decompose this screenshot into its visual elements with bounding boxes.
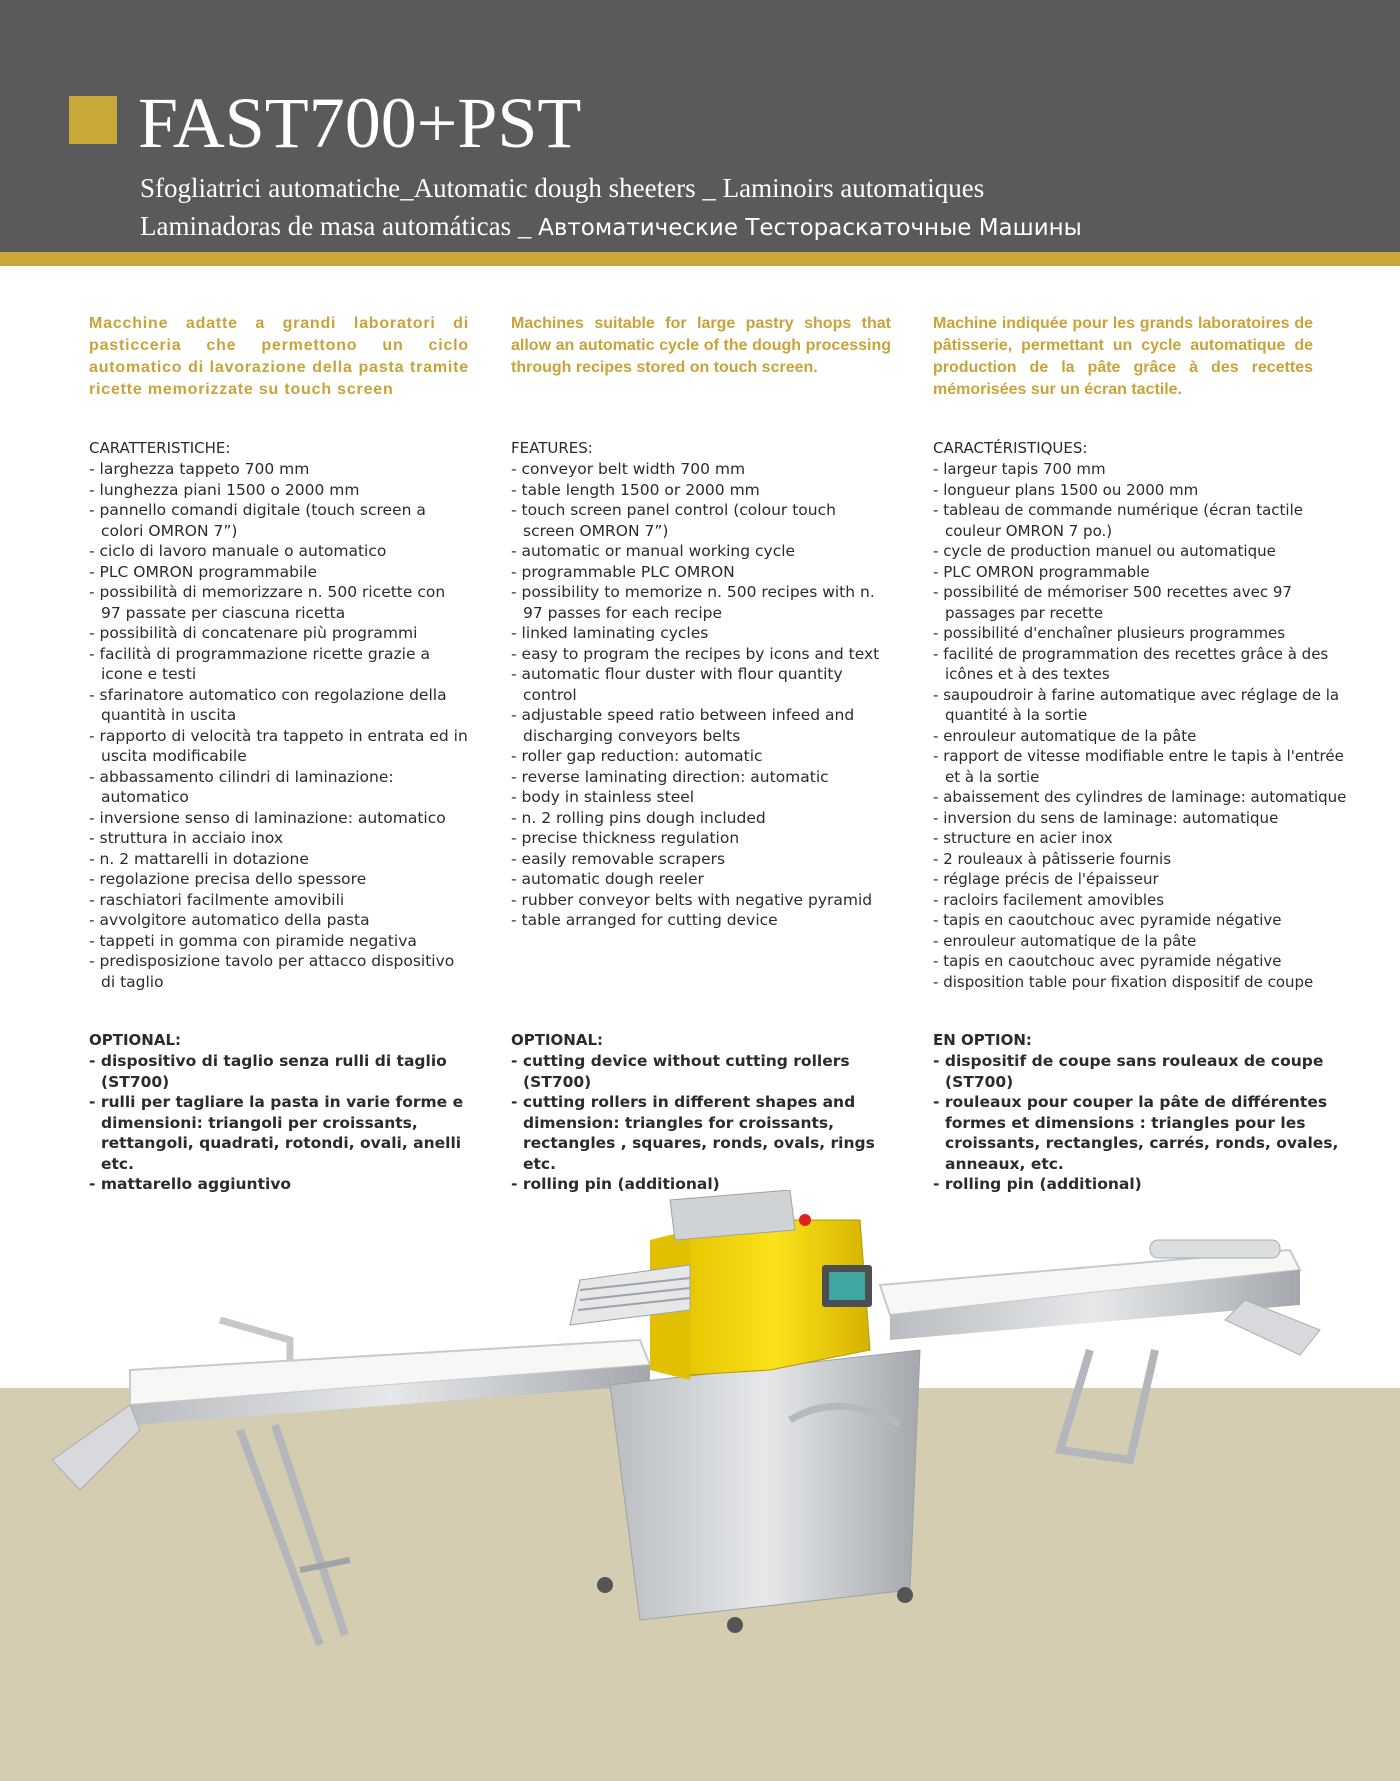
optional-heading: OPTIONAL: [511, 1031, 604, 1049]
list-item: - pannello comandi digitale (touch screen a colori OMRON 7”) [89, 500, 469, 541]
features-section [89, 438, 469, 992]
list-item: - n. 2 mattarelli in dotazione [89, 849, 469, 870]
list-item: - structure en acier inox [933, 828, 1357, 849]
list-item: - lunghezza piani 1500 o 2000 mm [89, 480, 469, 501]
list-item: - possibilité de mémoriser 500 recettes avec 97 passages par recette [933, 582, 1357, 623]
optional-list [511, 1051, 891, 1195]
dough-sheeter-illustration [0, 1190, 1400, 1690]
list-item: - adjustable speed ratio between infeed and discharging conveyors belts [511, 705, 891, 746]
features-list [89, 459, 469, 992]
list-item: - rubber conveyor belts with negative pyramid [511, 890, 891, 911]
list-item: - cutting rollers in different shapes and dimension: triangles for croissants, rectangles , squares, ronds, ovals, rings etc. [511, 1092, 891, 1174]
list-item: - programmable PLC OMRON [511, 562, 891, 583]
list-item: - tapis en caoutchouc avec pyramide négative [933, 951, 1357, 972]
list-item: - inversione senso di laminazione: automatico [89, 808, 469, 829]
list-item: - automatic or manual working cycle [511, 541, 891, 562]
list-item: - facilité de programmation des recettes grâce à des icônes et à des textes [933, 644, 1357, 685]
touch-screen-icon [829, 1272, 865, 1300]
subtitle-line-2 [140, 208, 1082, 246]
column-french [933, 313, 1357, 1193]
left-conveyor-table [52, 1320, 650, 1490]
list-item: - facilità di programmazione ricette grazie a icone e testi [89, 644, 469, 685]
list-item: - PLC OMRON programmabile [89, 562, 469, 583]
list-item: - PLC OMRON programmable [933, 562, 1357, 583]
optional-section [89, 1030, 469, 1195]
optional-heading: OPTIONAL: [89, 1031, 182, 1049]
list-item: - largeur tapis 700 mm [933, 459, 1357, 480]
features-section [511, 438, 891, 931]
list-item: - tappeti in gomma con piramide negativa [89, 931, 469, 952]
right-legs [1060, 1350, 1155, 1460]
gold-square-icon [69, 96, 117, 144]
list-item: - predisposizione tavolo per attacco dispositivo di taglio [89, 951, 469, 992]
list-item: - 2 rouleaux à pâtisserie fournis [933, 849, 1357, 870]
list-item: - precise thickness regulation [511, 828, 891, 849]
gold-divider [0, 252, 1400, 266]
list-item: - rouleaux pour couper la pâte de différentes formes et dimensions : triangles pour les croissants, rectangles, carrés, ronds, ovales, anneaux, etc. [933, 1092, 1357, 1174]
list-item: - touch screen panel control (colour touch screen OMRON 7”) [511, 500, 891, 541]
list-item: - cycle de production manuel ou automatique [933, 541, 1357, 562]
list-item: - larghezza tappeto 700 mm [89, 459, 469, 480]
list-item: - linked laminating cycles [511, 623, 891, 644]
list-item: - inversion du sens de laminage: automatique [933, 808, 1357, 829]
list-item: - roller gap reduction: automatic [511, 746, 891, 767]
list-item: - table arranged for cutting device [511, 910, 891, 931]
left-legs [240, 1425, 350, 1645]
list-item: - possibilità di memorizzare n. 500 ricette con 97 passate per ciascuna ricetta [89, 582, 469, 623]
subtitle-latin: Laminadoras de masa automáticas _ [140, 211, 539, 241]
list-item: - rolling pin (additional) [933, 1174, 1357, 1195]
intro-text: Macchine adatte a grandi laboratori di pasticceria che permettono un ciclo automatico di lavorazione della pasta tramite ricette memorizzate su touch screen [89, 315, 469, 398]
optional-section [933, 1030, 1357, 1195]
list-item: - body in stainless steel [511, 787, 891, 808]
features-list [933, 459, 1357, 992]
list-item: - rulli per tagliare la pasta in varie forme e dimensioni: triangoli per croissants, rettangoli, quadrati, rotondi, ovali, anelli etc. [89, 1092, 469, 1174]
list-item: - cutting device without cutting rollers (ST700) [511, 1051, 891, 1092]
list-item: - dispositivo di taglio senza rulli di taglio (ST700) [89, 1051, 469, 1092]
optional-section [511, 1030, 891, 1195]
list-item: - reverse laminating direction: automatic [511, 767, 891, 788]
list-item: - ciclo di lavoro manuale o automatico [89, 541, 469, 562]
list-item: - raschiatori facilmente amovibili [89, 890, 469, 911]
intro-text: Machine indiquée pour les grands laboratoires de pâtisserie, permettant un cycle automatique de production de la pâte grâce à des recettes mémorisées sur un écran tactile. [933, 315, 1313, 398]
list-item: - rapport de vitesse modifiable entre le tapis à l'entrée et à la sortie [933, 746, 1357, 787]
column-italian [89, 313, 469, 1193]
features-heading: FEATURES: [511, 439, 593, 457]
list-item: - abaissement des cylindres de laminage: automatique [933, 787, 1357, 808]
list-item: - tableau de commande numérique (écran tactile couleur OMRON 7 po.) [933, 500, 1357, 541]
list-item: - mattarello aggiuntivo [89, 1174, 469, 1195]
features-heading: CARACTÉRISTIQUES: [933, 439, 1088, 457]
list-item: - dispositif de coupe sans rouleaux de coupe (ST700) [933, 1051, 1357, 1092]
optional-list [933, 1051, 1357, 1195]
list-item: - disposition table pour fixation dispositif de coupe [933, 972, 1357, 993]
list-item: - longueur plans 1500 ou 2000 mm [933, 480, 1357, 501]
list-item: - racloirs facilement amovibles [933, 890, 1357, 911]
list-item: - possibility to memorize n. 500 recipes with n. 97 passes for each recipe [511, 582, 891, 623]
subtitle-line-1: Sfogliatrici automatiche_Automatic dough sheeters _ Laminoirs automatiques [140, 173, 985, 203]
list-item: - avvolgitore automatico della pasta [89, 910, 469, 931]
list-item: - struttura in acciaio inox [89, 828, 469, 849]
steel-base [597, 1350, 920, 1633]
list-item: - conveyor belt width 700 mm [511, 459, 891, 480]
list-item: - automatic flour duster with flour quantity control [511, 664, 891, 705]
list-item: - réglage précis de l'épaisseur [933, 869, 1357, 890]
list-item: - easily removable scrapers [511, 849, 891, 870]
list-item: - sfarinatore automatico con regolazione della quantità in uscita [89, 685, 469, 726]
list-item: - tapis en caoutchouc avec pyramide négative [933, 910, 1357, 931]
intro-text: Machines suitable for large pastry shops that allow an automatic cycle of the dough processing through recipes stored on touch screen. [511, 315, 891, 376]
product-title: FAST700+PST [138, 83, 582, 163]
list-item: - abbassamento cilindri di laminazione: automatico [89, 767, 469, 808]
list-item: - enrouleur automatique de la pâte [933, 726, 1357, 747]
list-item: - enrouleur automatique de la pâte [933, 931, 1357, 952]
right-conveyor-table [880, 1240, 1320, 1355]
list-item: - possibilité d'enchaîner plusieurs programmes [933, 623, 1357, 644]
list-item: - rolling pin (additional) [511, 1174, 891, 1195]
list-item: - saupoudroir à farine automatique avec réglage de la quantité à la sortie [933, 685, 1357, 726]
subtitle-cyrillic: Автоматические Тестораскаточные Машины [538, 215, 1082, 241]
column-english [511, 313, 891, 1193]
list-item: - possibilità di concatenare più programmi [89, 623, 469, 644]
list-item: - automatic dough reeler [511, 869, 891, 890]
features-heading: CARATTERISTICHE: [89, 439, 231, 457]
optional-heading: EN OPTION: [933, 1031, 1032, 1049]
list-item: - easy to program the recipes by icons and text [511, 644, 891, 665]
features-section [933, 438, 1357, 992]
list-item: - rapporto di velocità tra tappeto in entrata ed in uscita modificabile [89, 726, 469, 767]
features-list [511, 459, 891, 931]
list-item: - regolazione precisa dello spessore [89, 869, 469, 890]
optional-list [89, 1051, 469, 1195]
list-item: - n. 2 rolling pins dough included [511, 808, 891, 829]
list-item: - table length 1500 or 2000 mm [511, 480, 891, 501]
